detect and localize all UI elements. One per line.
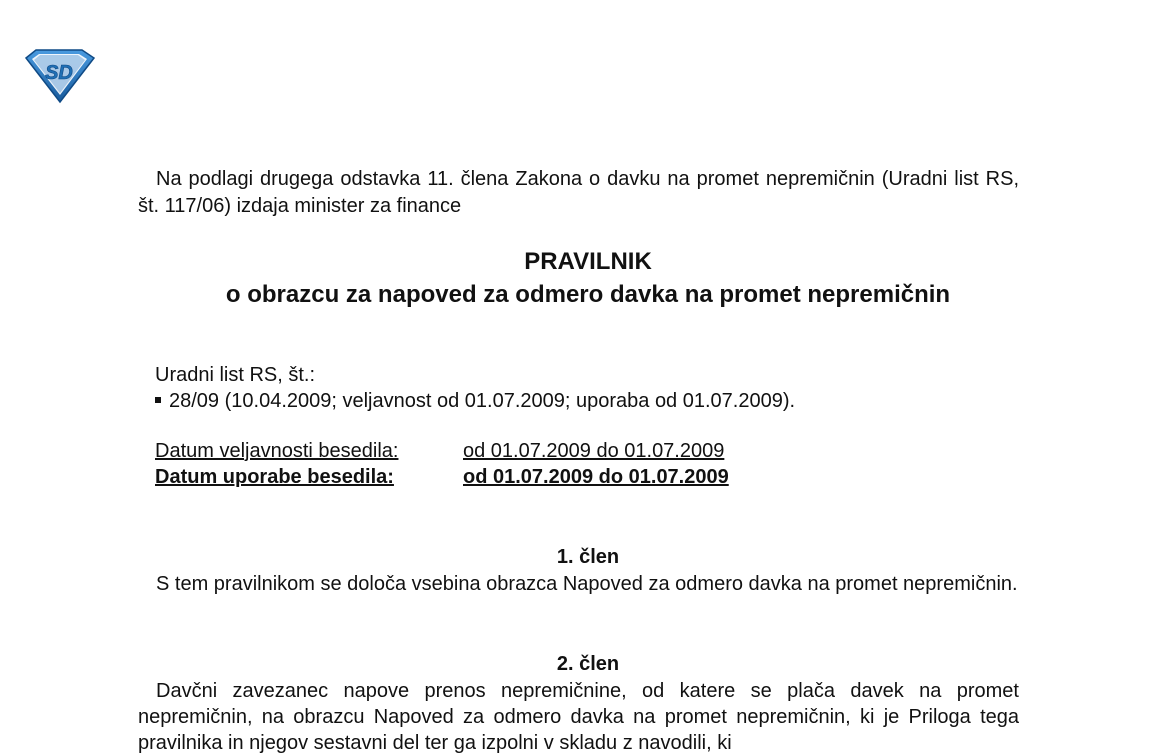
validity-value: od 01.07.2009 do 01.07.2009 — [463, 440, 725, 462]
title-line-1: PRAVILNIK — [524, 248, 652, 275]
document-title — [138, 245, 1038, 311]
article-2-heading: 2. člen — [556, 653, 620, 675]
use-value: od 01.07.2009 do 01.07.2009 — [463, 466, 729, 488]
gazette-references — [155, 362, 795, 414]
sd-shield-icon — [22, 48, 96, 104]
use-row — [155, 464, 729, 490]
gazette-entry: 28/09 (10.04.2009; veljavnost od 01.07.2009; uporaba od 01.07.2009). — [155, 388, 795, 414]
title-line-2: o obrazcu za napoved za odmero davka na promet nepremičnin — [225, 281, 951, 308]
validity-row — [155, 438, 729, 464]
use-label: Datum uporabe besedila: — [155, 466, 394, 488]
intro-paragraph: Na podlagi drugega odstavka 11. člena Zakona o davku na promet nepremičnin (Uradni list RS, št. 117/06) izdaja minister za finance — [138, 168, 1019, 217]
article-1-heading: 1. člen — [556, 546, 620, 568]
gazette-heading: Uradni list RS, št.: — [155, 364, 316, 386]
sd-logo — [22, 48, 96, 104]
article-2-text: Davčni zavezanec napove prenos nepremičnine, od katere se plača davek na promet nepremičnin, na obrazcu Napoved za odmero davka na promet nepremičnin, ki je Priloga tega pravilnika in njegov sestavni del ter ga izpolni v skladu z navodili, ki — [138, 680, 1019, 754]
svg-text:SD: SD — [45, 62, 73, 84]
validity-label: Datum veljavnosti besedila: — [155, 440, 399, 462]
article-1-text: S tem pravilnikom se določa vsebina obrazca Napoved za odmero davka na promet nepremičnin. — [156, 573, 1018, 595]
text-dates — [155, 438, 729, 490]
